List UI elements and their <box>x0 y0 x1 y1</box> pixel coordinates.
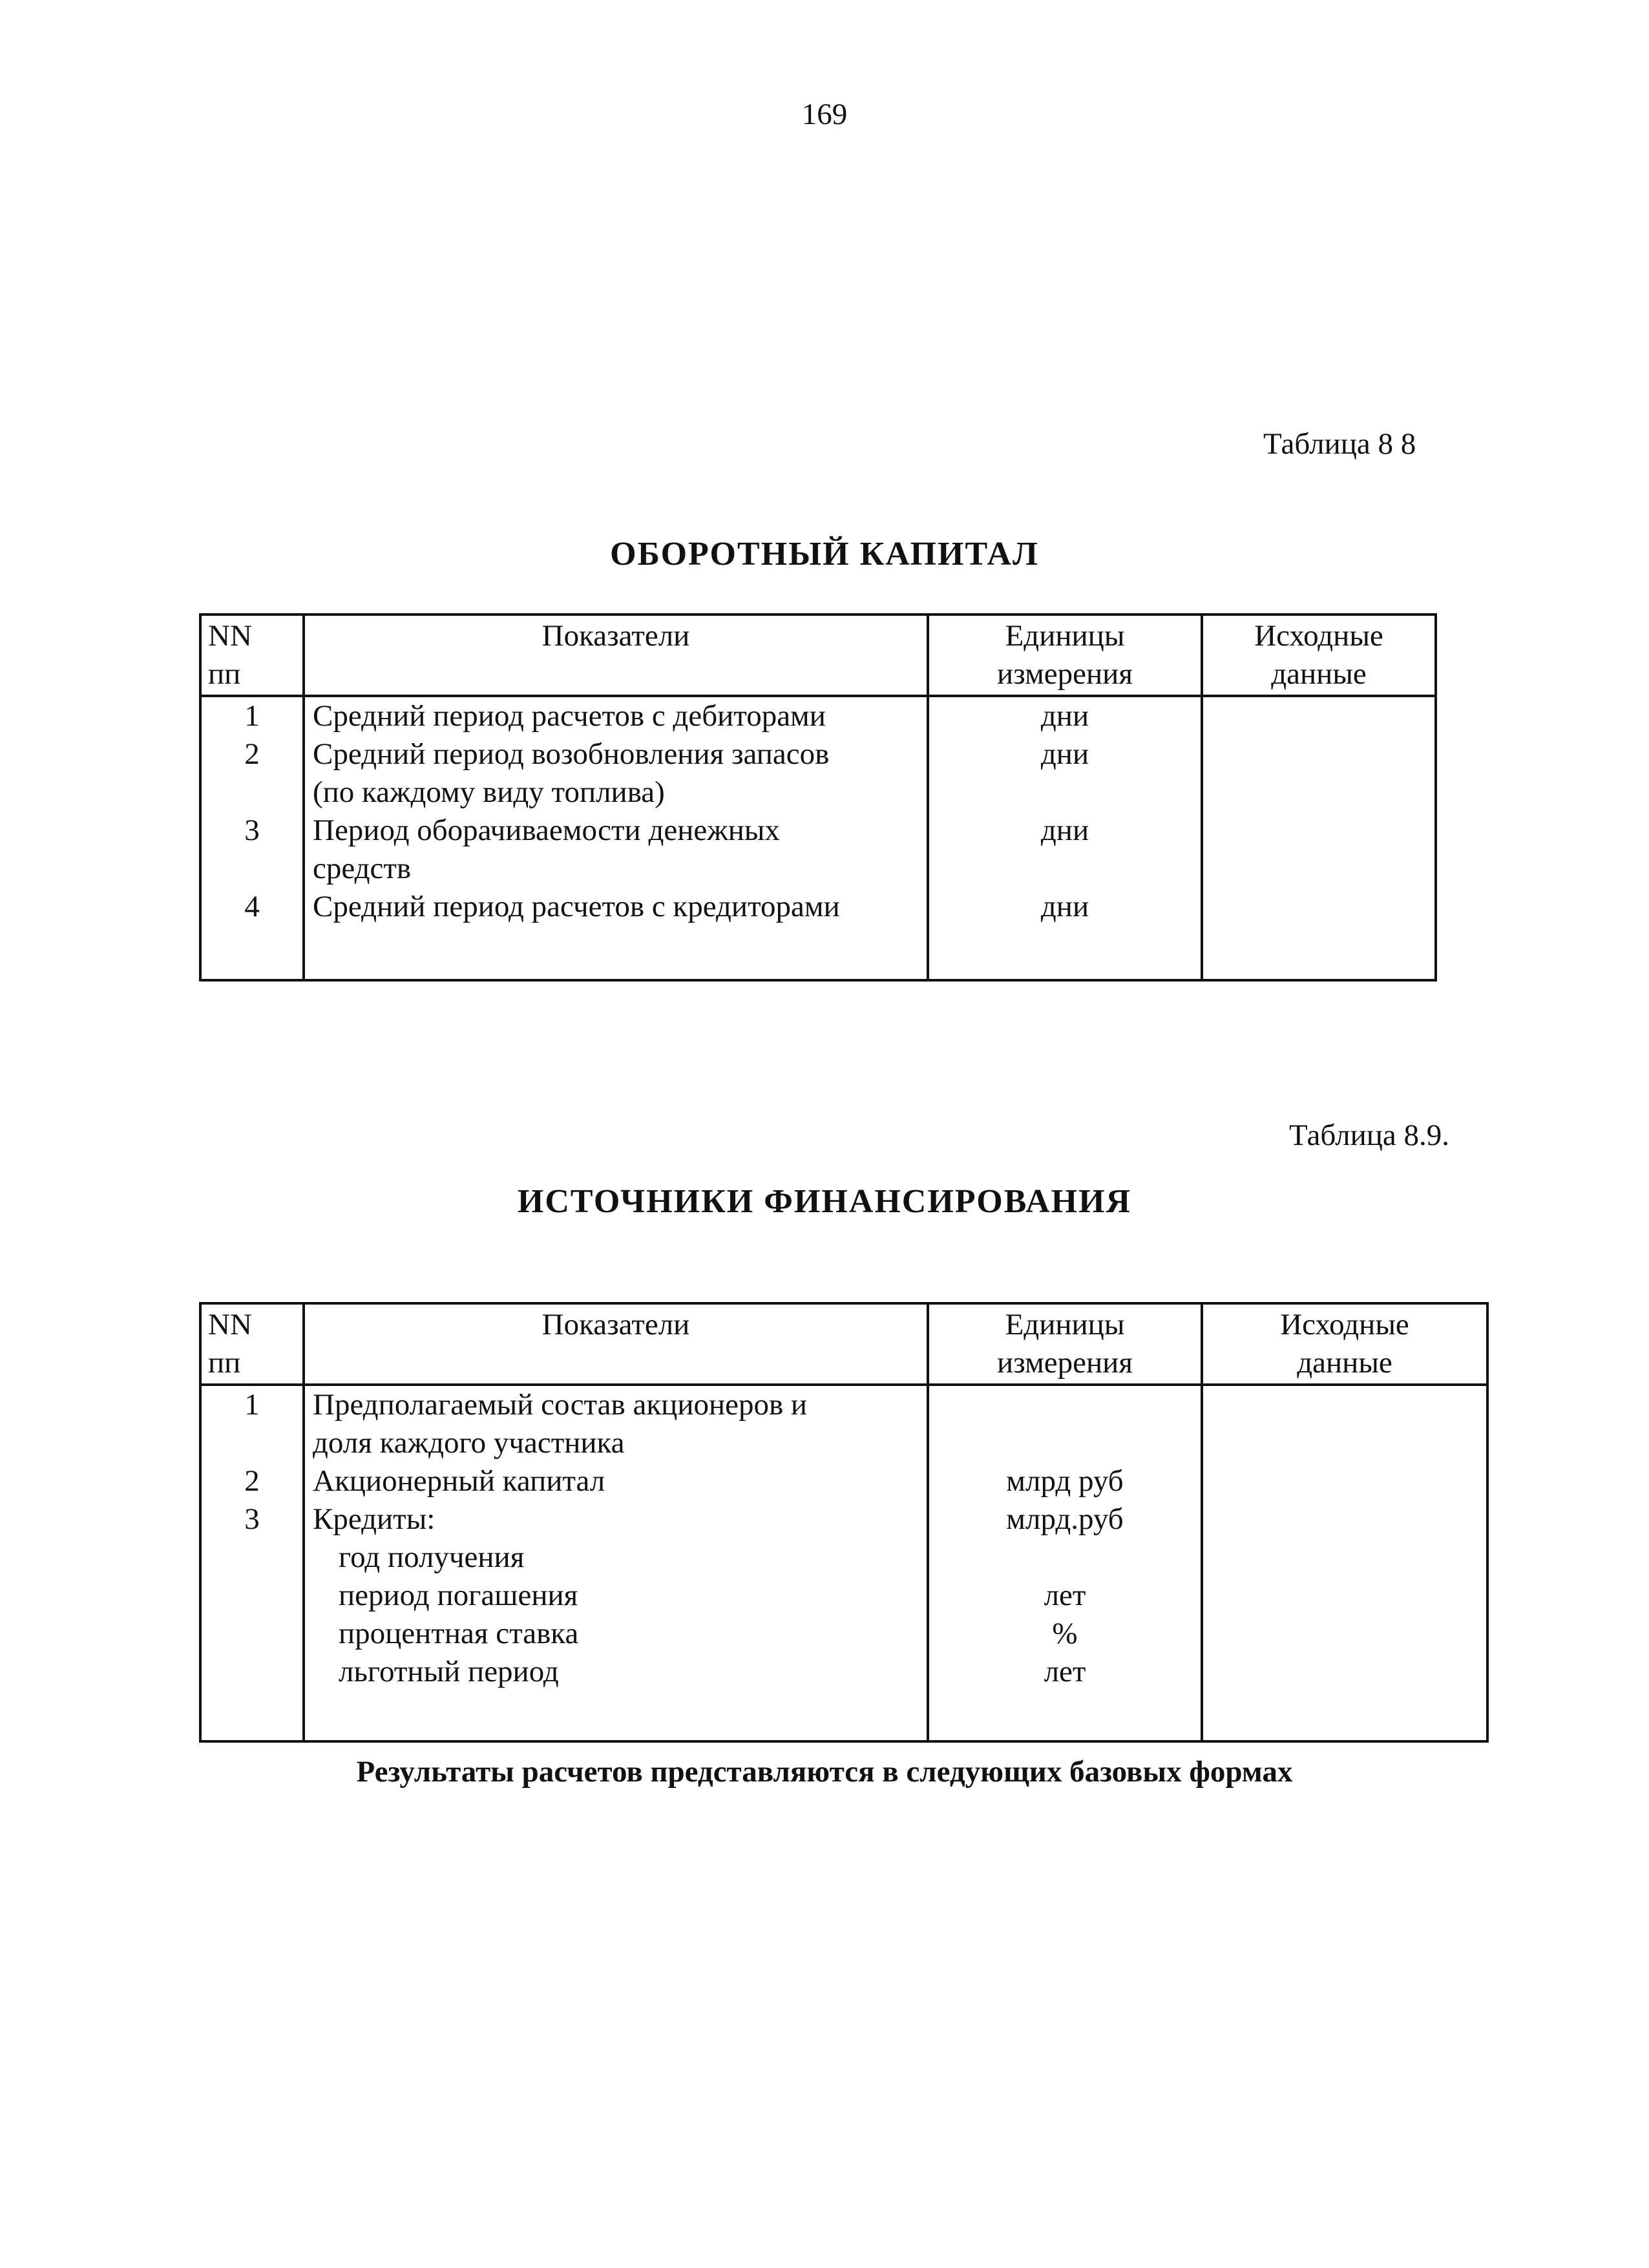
row-indicator: Период оборачиваемости денежных средств <box>304 812 928 888</box>
row-value <box>1202 888 1436 926</box>
row-value <box>1202 1500 1487 1691</box>
table-header-row <box>200 614 1436 696</box>
header-source-data: Исходные данные <box>1202 614 1436 696</box>
table-row <box>200 735 1436 812</box>
table-row <box>200 888 1436 926</box>
row-num: 2 <box>200 735 304 812</box>
header-indicator: Показатели <box>304 1303 928 1385</box>
header-indicator: Показатели <box>304 614 928 696</box>
header-source-data: Исходные данные <box>1202 1303 1487 1385</box>
row-value <box>1202 1462 1487 1500</box>
table-row <box>200 1500 1487 1691</box>
table-8-9-title: ИСТОЧНИКИ ФИНАНСИРОВАНИЯ <box>517 1183 1132 1220</box>
credit-subitem-unit: % <box>1052 1617 1078 1650</box>
row-value <box>1202 1385 1487 1462</box>
table-8-8-title: ОБОРОТНЫЙ КАПИТАЛ <box>610 536 1039 572</box>
table-row <box>200 1462 1487 1500</box>
working-capital-table <box>199 613 1437 982</box>
row-value <box>1202 735 1436 812</box>
credit-subitem-unit: лет <box>1044 1579 1086 1612</box>
header-num: NN пп <box>200 1303 304 1385</box>
row-unit: дни <box>928 735 1202 812</box>
results-note: Результаты расчетов представляются в следующих базовых формах <box>356 1755 1293 1789</box>
credit-subitem: льготный период <box>339 1655 559 1688</box>
row-num: 3 <box>200 812 304 888</box>
table-filler-row <box>200 926 1436 980</box>
credit-subitem: период погашения <box>339 1579 578 1612</box>
credit-subitem: процентная ставка <box>339 1617 579 1650</box>
row-num: 2 <box>200 1462 304 1500</box>
row-num: 1 <box>200 1385 304 1462</box>
row-indicator: Средний период возобновления запасов (по каждому виду топлива) <box>304 735 928 812</box>
page-number: 169 <box>801 98 848 131</box>
row-indicator: Акционерный капитал <box>304 1462 928 1500</box>
row-indicator: Средний период расчетов с дебиторами <box>304 696 928 735</box>
header-units: Единицы измерения <box>928 614 1202 696</box>
row-num: 4 <box>200 888 304 926</box>
table-row <box>200 1385 1487 1462</box>
table-8-9-label: Таблица 8.9. <box>1289 1118 1450 1152</box>
row-value <box>1202 812 1436 888</box>
table-8-8-label: Таблица 8 8 <box>1263 427 1416 461</box>
row-unit: дни <box>928 888 1202 926</box>
row-unit: дни <box>928 696 1202 735</box>
table-row <box>200 696 1436 735</box>
row-unit: млрд.руб лет % лет <box>928 1500 1202 1691</box>
row-num: 1 <box>200 696 304 735</box>
table-filler-row <box>200 1691 1487 1741</box>
table-header-row <box>200 1303 1487 1385</box>
header-units: Единицы измерения <box>928 1303 1202 1385</box>
header-num: NN пп <box>200 614 304 696</box>
credit-subitem-unit <box>936 1538 1194 1577</box>
row-indicator: Кредиты: год получения период погашения процентная ставка льготный период <box>304 1500 928 1691</box>
row-num: 3 <box>200 1500 304 1691</box>
row-unit: млрд руб <box>928 1462 1202 1500</box>
row-unit <box>928 1385 1202 1462</box>
credit-subitem: год получения <box>339 1540 525 1574</box>
row-value <box>1202 696 1436 735</box>
row-unit: дни <box>928 812 1202 888</box>
table-row <box>200 812 1436 888</box>
credit-subitem-unit: лет <box>1044 1655 1086 1688</box>
row-indicator: Предполагаемый состав акционеров и доля каждого участника <box>304 1385 928 1462</box>
financing-sources-table <box>199 1302 1489 1743</box>
row-indicator: Средний период расчетов с кредиторами <box>304 888 928 926</box>
